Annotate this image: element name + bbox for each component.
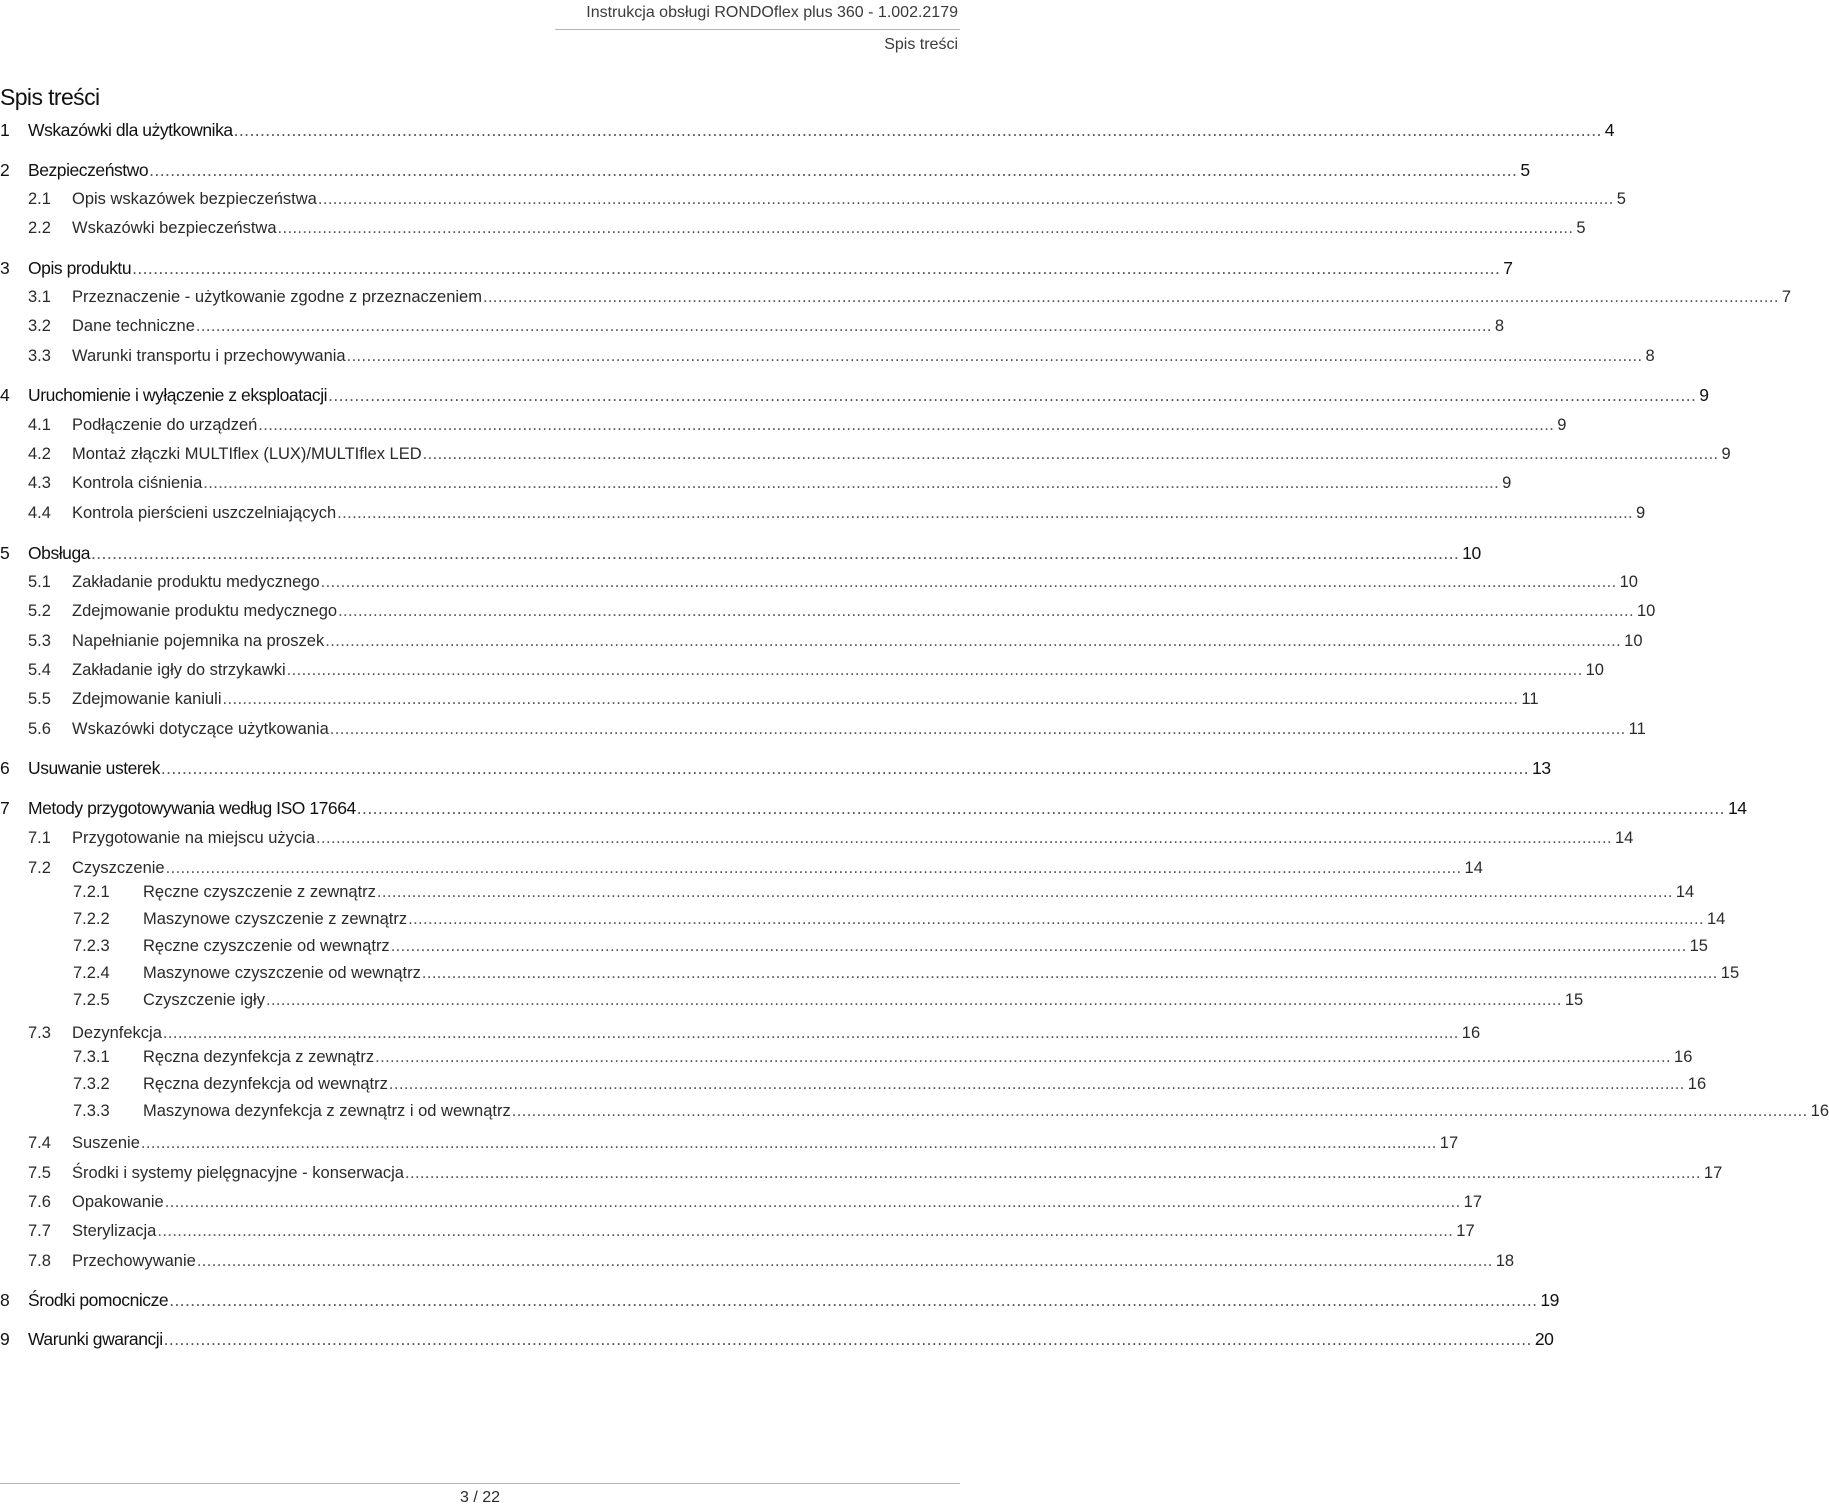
toc-entry[interactable]: [0, 256, 1513, 280]
toc-entry[interactable]: [73, 1099, 1829, 1123]
toc-entry[interactable]: [73, 880, 1695, 904]
toc-entry-number: 8: [0, 1290, 10, 1310]
toc-entry-page: 11: [1521, 690, 1539, 708]
toc-entry-page: 14: [1675, 883, 1695, 901]
toc-entry-title: Kontrola pierścieni uszczelniających: [72, 504, 337, 522]
toc-entry-title: Dezynfekcja: [72, 1024, 162, 1042]
toc-entry[interactable]: [28, 1021, 1481, 1045]
toc-entry[interactable]: [28, 687, 1539, 711]
toc-entry-page: 9: [1699, 385, 1709, 405]
toc-entry-title: Ręczne czyszczenie z zewnątrz: [143, 883, 376, 901]
dot-leader: ....................................................................................................................................................................................................................................................................: [157, 1222, 1454, 1240]
dot-leader: ....................................................................................................................................................................................................................................................................: [482, 288, 1779, 306]
toc-entry-page: 17: [1463, 1193, 1482, 1211]
dot-leader: ....................................................................................................................................................................................................................................................................: [196, 1252, 1493, 1270]
dot-leader: ....................................................................................................................................................................................................................................................................: [421, 964, 1718, 982]
toc-entry-page: 10: [1636, 602, 1656, 620]
toc-entry[interactable]: [28, 658, 1604, 682]
toc-entry-number: 7.3.1: [73, 1048, 110, 1066]
toc-entry-title: Ręczna dezynfekcja z zewnątrz: [143, 1048, 375, 1066]
toc-entry-title: Środki i systemy pielęgnacyjne - konserwacja: [72, 1164, 404, 1182]
toc-entry-page: 14: [1614, 829, 1634, 847]
toc-entry-title: Zakładanie igły do strzykawki: [72, 661, 286, 679]
toc-entry[interactable]: [28, 717, 1646, 741]
toc-entry-page: 5: [1520, 160, 1530, 180]
toc-entry-title: Opis produktu: [28, 258, 132, 278]
toc-entry[interactable]: [73, 1072, 1707, 1096]
toc-entry-page: 18: [1495, 1252, 1515, 1270]
toc-entry-number: 7.2: [28, 859, 51, 877]
toc-entry[interactable]: [28, 1131, 1459, 1155]
toc-entry[interactable]: [28, 501, 1646, 525]
section-label: Spis treści: [884, 36, 958, 53]
dot-leader: ....................................................................................................................................................................................................................................................................: [390, 937, 1687, 955]
toc-entry[interactable]: [0, 796, 1747, 820]
toc-entry-number: 7.3.2: [73, 1075, 110, 1093]
toc-entry-page: 9: [1557, 416, 1567, 434]
toc-entry-number: 3.3: [28, 347, 51, 365]
toc-entry-title: Warunki gwarancji: [28, 1329, 163, 1349]
toc-entry-page: 10: [1619, 573, 1638, 591]
dot-leader: ....................................................................................................................................................................................................................................................................: [149, 160, 1518, 180]
toc-entry[interactable]: [0, 756, 1551, 780]
dot-leader: ....................................................................................................................................................................................................................................................................: [408, 910, 1704, 928]
toc-entry[interactable]: [73, 907, 1726, 931]
toc-entry-page: 17: [1456, 1222, 1475, 1240]
toc-entry[interactable]: [28, 1190, 1482, 1214]
toc-entry-title: Wskazówki dotyczące użytkowania: [72, 720, 329, 738]
toc-entry-number: 4.4: [28, 504, 51, 522]
toc-entry[interactable]: [0, 1327, 1554, 1351]
toc-entry[interactable]: [28, 344, 1655, 368]
toc-entry-title: Podłączenie do urządzeń: [72, 416, 258, 434]
toc-entry-number: 7.4: [28, 1134, 51, 1152]
toc-entry[interactable]: [28, 826, 1634, 850]
dot-leader: ....................................................................................................................................................................................................................................................................: [338, 602, 1634, 620]
toc-entry-page: 5: [1616, 190, 1626, 208]
toc-entry-number: 3.2: [28, 317, 51, 335]
toc-entry[interactable]: [28, 599, 1656, 623]
toc-entry-number: 4.2: [28, 445, 51, 463]
page-indicator: 3 / 22: [459, 1489, 501, 1506]
toc-entry-number: 7.2.5: [73, 991, 110, 1009]
toc-entry-page: 7: [1781, 288, 1792, 306]
toc-entry-number: 7.3: [28, 1024, 51, 1042]
dot-leader: ....................................................................................................................................................................................................................................................................: [316, 829, 1612, 847]
toc-entry-number: 4.1: [28, 416, 51, 434]
toc-entry-number: 5.2: [28, 602, 51, 620]
toc-entry-title: Montaż złączki MULTIflex (LUX)/MULTIflex LED: [72, 445, 422, 463]
toc-entry-title: Ręczne czyszczenie od wewnątrz: [143, 937, 390, 955]
dot-leader: ....................................................................................................................................................................................................................................................................: [422, 445, 1719, 463]
toc-entry-page: 10: [1624, 632, 1643, 650]
toc-entry[interactable]: [73, 1045, 1693, 1069]
toc-entry-title: Suszenie: [72, 1134, 140, 1152]
toc-entry-title: Dane techniczne: [72, 317, 195, 335]
toc-entry-number: 7.1: [28, 829, 51, 847]
toc-entry-number: 5: [0, 543, 10, 563]
toc-entry-title: Kontrola ciśnienia: [72, 474, 203, 492]
dot-leader: ....................................................................................................................................................................................................................................................................: [320, 573, 1617, 591]
dot-leader: ....................................................................................................................................................................................................................................................................: [404, 1164, 1701, 1182]
toc-entry[interactable]: [28, 187, 1626, 211]
dot-leader: ....................................................................................................................................................................................................................................................................: [325, 632, 1622, 650]
dot-leader: ....................................................................................................................................................................................................................................................................: [164, 1193, 1461, 1211]
toc-entry[interactable]: [73, 934, 1708, 958]
toc-heading: Spis treści: [0, 84, 100, 110]
toc-entry-title: Maszynowe czyszczenie od wewnątrz: [143, 964, 421, 982]
toc-entry-page: 9: [1502, 474, 1512, 492]
toc-entry-title: Usuwanie usterek: [28, 758, 160, 778]
dot-leader: ....................................................................................................................................................................................................................................................................: [388, 1075, 1685, 1093]
toc-entry-title: Metody przygotowywania według ISO 17664: [28, 798, 356, 818]
toc-entry-number: 7: [0, 798, 10, 818]
dot-leader: ....................................................................................................................................................................................................................................................................: [511, 1102, 1808, 1120]
dot-leader: ....................................................................................................................................................................................................................................................................: [160, 758, 1530, 778]
dot-leader: ....................................................................................................................................................................................................................................................................: [265, 991, 1562, 1009]
toc-entry[interactable]: [0, 158, 1530, 182]
toc-entry[interactable]: [28, 1249, 1515, 1273]
toc-entry-title: Bezpieczeństwo: [28, 160, 149, 180]
toc-entry-number: 4: [0, 385, 10, 405]
toc-entry-number: 9: [0, 1329, 10, 1349]
toc-entry-number: 7.2.1: [73, 883, 110, 901]
toc-entry-number: 7.2.3: [73, 937, 110, 955]
toc-entry-title: Uruchomienie i wyłączenie z eksploatacji: [28, 385, 328, 405]
toc-entry-title: Ręczna dezynfekcja od wewnątrz: [143, 1075, 388, 1093]
toc-entry[interactable]: [0, 118, 1615, 142]
toc-entry-number: 6: [0, 758, 10, 778]
toc-entry-page: 14: [1707, 910, 1726, 928]
toc-entry-page: 13: [1532, 758, 1551, 778]
toc-entry-page: 16: [1810, 1102, 1829, 1120]
toc-entry-number: 2.2: [28, 219, 51, 237]
toc-entry-title: Maszynowe czyszczenie z zewnątrz: [143, 910, 408, 928]
toc-entry[interactable]: [28, 285, 1792, 309]
toc-entry[interactable]: [73, 961, 1740, 985]
dot-leader: ....................................................................................................................................................................................................................................................................: [346, 347, 1643, 365]
toc-entry[interactable]: [28, 216, 1586, 240]
toc-entry-title: Przechowywanie: [72, 1252, 196, 1270]
toc-entry-page: 10: [1585, 661, 1604, 679]
toc-entry[interactable]: [73, 988, 1584, 1012]
dot-leader: ....................................................................................................................................................................................................................................................................: [203, 474, 1500, 492]
toc-entry-number: 7.7: [28, 1222, 51, 1240]
toc-entry-number: 5.6: [28, 720, 51, 738]
toc-entry-title: Zdejmowanie kaniuli: [72, 690, 222, 708]
dot-leader: ....................................................................................................................................................................................................................................................................: [91, 543, 1460, 563]
toc-entry-number: 1: [0, 120, 10, 140]
dot-leader: ....................................................................................................................................................................................................................................................................: [140, 1134, 1437, 1152]
toc-entry[interactable]: [28, 1161, 1723, 1185]
dot-leader: ....................................................................................................................................................................................................................................................................: [222, 690, 1519, 708]
dot-leader: ....................................................................................................................................................................................................................................................................: [329, 720, 1626, 738]
footer-divider: [0, 1483, 960, 1484]
toc-entry-title: Opis wskazówek bezpieczeństwa: [72, 190, 317, 208]
toc-entry-page: 10: [1462, 543, 1481, 563]
toc-entry-page: 16: [1461, 1024, 1481, 1042]
toc-entry[interactable]: [28, 629, 1643, 653]
toc-entry-number: 3.1: [28, 288, 51, 306]
dot-leader: ....................................................................................................................................................................................................................................................................: [328, 385, 1697, 405]
toc-entry-number: 5.4: [28, 661, 51, 679]
toc-entry[interactable]: [0, 1288, 1559, 1312]
toc-entry-page: 15: [1564, 991, 1584, 1009]
toc-entry-number: 4.3: [28, 474, 51, 492]
toc-entry-title: Wskazówki dla użytkownika: [28, 120, 233, 140]
toc-entry-title: Czyszczenie igły: [143, 991, 265, 1009]
toc-entry-page: 5: [1576, 219, 1586, 237]
toc-entry-title: Obsługa: [28, 543, 91, 563]
toc-entry[interactable]: [0, 541, 1481, 565]
toc-entry-page: 7: [1503, 258, 1513, 278]
toc-entry-number: 7.2.4: [73, 964, 110, 982]
toc-entry-title: Sterylizacja: [72, 1222, 157, 1240]
toc-entry-page: 16: [1674, 1048, 1693, 1066]
dot-leader: ....................................................................................................................................................................................................................................................................: [376, 883, 1673, 901]
toc-entry-page: 4: [1604, 120, 1615, 140]
toc-entry-page: 9: [1721, 445, 1731, 463]
toc-entry-title: Napełnianie pojemnika na proszek: [72, 632, 325, 650]
toc-entry-title: Wskazówki bezpieczeństwa: [72, 219, 277, 237]
toc-entry[interactable]: [28, 1219, 1475, 1243]
toc-entry-title: Środki pomocnicze: [28, 1290, 169, 1310]
toc-entry-page: 15: [1689, 937, 1708, 955]
dot-leader: ....................................................................................................................................................................................................................................................................: [162, 1024, 1459, 1042]
dot-leader: ....................................................................................................................................................................................................................................................................: [195, 317, 1492, 335]
dot-leader: ....................................................................................................................................................................................................................................................................: [233, 120, 1602, 140]
toc-entry-page: 19: [1540, 1290, 1559, 1310]
toc-entry-title: Czyszczenie: [72, 859, 165, 877]
toc-entry-title: Opakowanie: [72, 1193, 164, 1211]
toc-entry-page: 8: [1645, 347, 1655, 365]
toc-entry[interactable]: [28, 856, 1483, 880]
document-title: Instrukcja obsługi RONDOflex plus 360 - 1.002.2179: [586, 4, 958, 21]
toc-entry-number: 5.3: [28, 632, 51, 650]
toc-entry-number: 7.8: [28, 1252, 51, 1270]
dot-leader: ....................................................................................................................................................................................................................................................................: [165, 859, 1462, 877]
toc-entry-number: 2.1: [28, 190, 51, 208]
toc-entry-page: 8: [1494, 317, 1505, 335]
toc-entry-number: 7.6: [28, 1193, 51, 1211]
toc-entry[interactable]: [28, 413, 1567, 437]
dot-leader: ....................................................................................................................................................................................................................................................................: [277, 219, 1574, 237]
toc-entry-page: 11: [1628, 720, 1646, 738]
toc-entry-number: 7.2.2: [73, 910, 110, 928]
toc-entry[interactable]: [28, 570, 1638, 594]
toc-entry-number: 5.1: [28, 573, 51, 591]
dot-leader: ....................................................................................................................................................................................................................................................................: [286, 661, 1583, 679]
toc-entry-page: 17: [1703, 1164, 1723, 1182]
toc-entry[interactable]: [0, 383, 1709, 407]
toc-entry-page: 15: [1720, 964, 1740, 982]
dot-leader: ....................................................................................................................................................................................................................................................................: [258, 416, 1555, 434]
toc-entry-number: 7.3.3: [73, 1102, 110, 1120]
toc-entry[interactable]: [28, 442, 1731, 466]
toc-entry-number: 2: [0, 160, 10, 180]
toc-entry-title: Przygotowanie na miejscu użycia: [72, 829, 316, 847]
toc-entry-number: 7.5: [28, 1164, 51, 1182]
toc-entry-page: 14: [1464, 859, 1483, 877]
toc-entry-title: Zakładanie produktu medycznego: [72, 573, 320, 591]
toc-entry[interactable]: [28, 314, 1505, 338]
dot-leader: ....................................................................................................................................................................................................................................................................: [317, 190, 1614, 208]
dot-leader: ....................................................................................................................................................................................................................................................................: [375, 1048, 1672, 1066]
toc-entry-number: 5.5: [28, 690, 51, 708]
toc-entry-title: Przeznaczenie - użytkowanie zgodne z przeznaczeniem: [72, 288, 482, 306]
dot-leader: ....................................................................................................................................................................................................................................................................: [169, 1290, 1538, 1310]
toc-entry-page: 9: [1636, 504, 1646, 522]
toc-entry-title: Zdejmowanie produktu medycznego: [72, 602, 338, 620]
toc-entry-page: 16: [1687, 1075, 1707, 1093]
dot-leader: ....................................................................................................................................................................................................................................................................: [132, 258, 1501, 278]
toc-entry-title: Warunki transportu i przechowywania: [72, 347, 346, 365]
dot-leader: ....................................................................................................................................................................................................................................................................: [337, 504, 1634, 522]
dot-leader: ....................................................................................................................................................................................................................................................................: [356, 798, 1725, 818]
toc-entry[interactable]: [28, 471, 1512, 495]
toc-entry-page: 17: [1439, 1134, 1459, 1152]
dot-leader: ....................................................................................................................................................................................................................................................................: [163, 1329, 1532, 1349]
toc-entry-page: 20: [1534, 1329, 1554, 1349]
toc-entry-number: 3: [0, 258, 10, 278]
toc-entry-title: Maszynowa dezynfekcja z zewnątrz i od wewnątrz: [143, 1102, 511, 1120]
toc-entry-page: 14: [1727, 798, 1747, 818]
